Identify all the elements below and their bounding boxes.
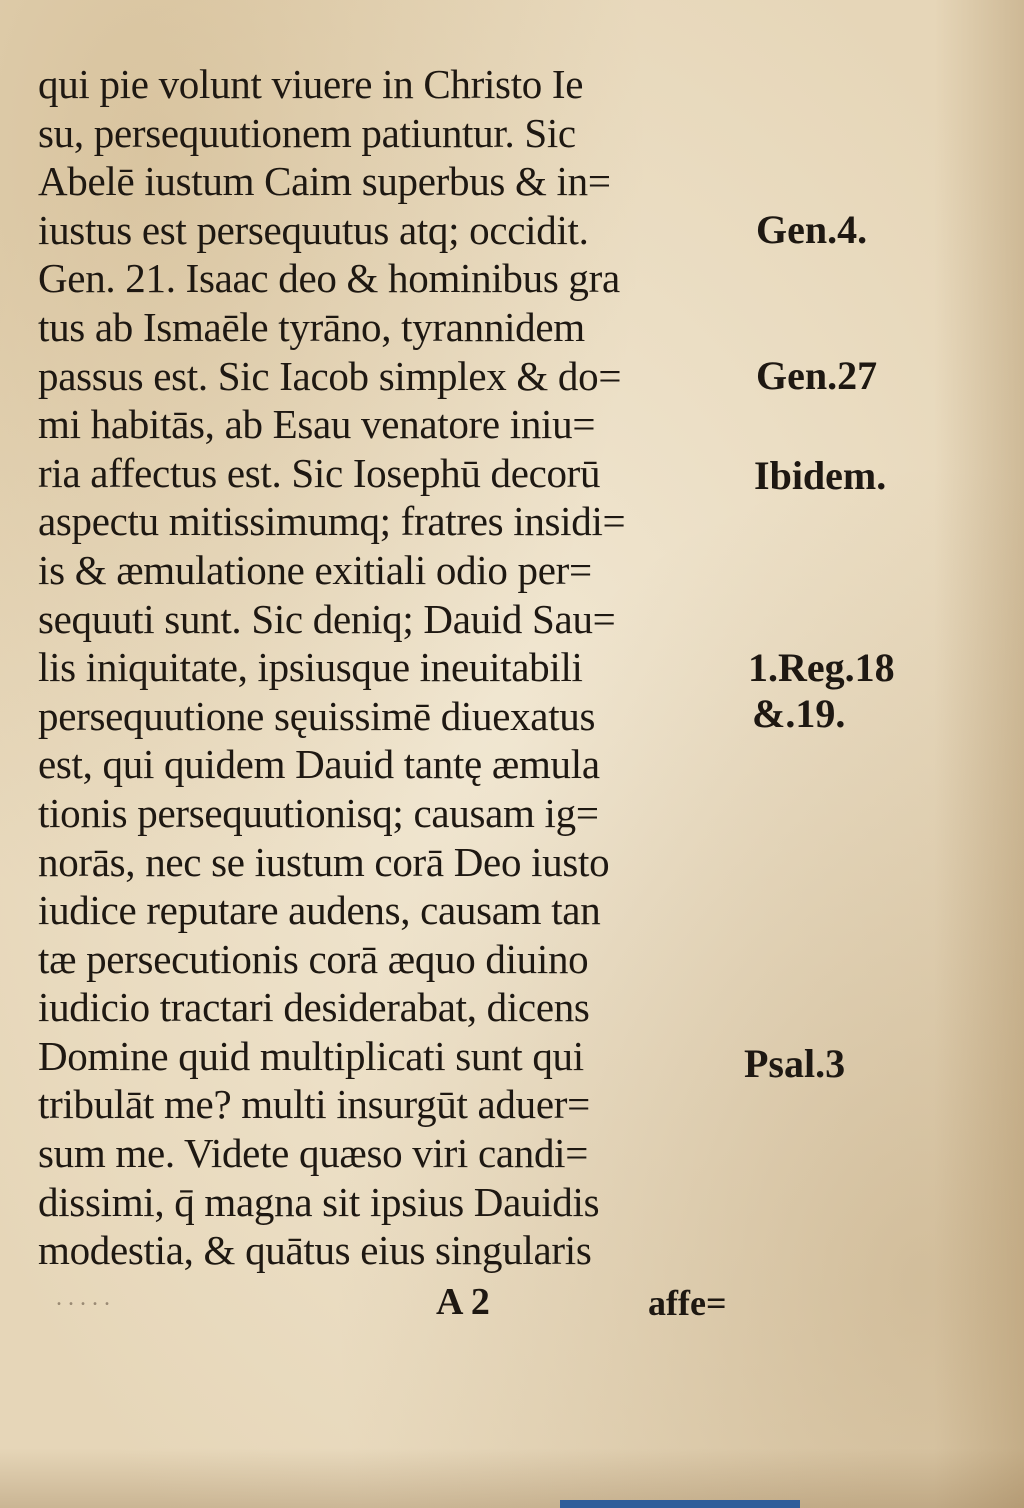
text-line: Domine quid multiplicati sunt qui	[38, 1032, 584, 1079]
page-bottom-shadow	[0, 1448, 1024, 1508]
margin-note-19: &.19.	[752, 691, 846, 736]
text-line: Gen. 21. Isaac deo & hominibus gra	[38, 255, 620, 302]
margin-note-ibidem: Ibidem.	[754, 453, 887, 498]
margin-note-reg-18: 1.Reg.18	[748, 645, 895, 690]
text-line: norās, nec se iustum corā Deo iusto	[38, 838, 610, 885]
text-line: qui pie volunt viuere in Christo Ie	[38, 61, 584, 107]
text-line: modestia, & quātus eius singularis	[38, 1227, 592, 1274]
text-line: iustus est persequutus atq; occidit.	[38, 206, 589, 253]
main-text-block	[38, 60, 738, 1275]
text-line: tionis persequutionisq; causam ig=	[38, 789, 599, 836]
catchword: affe=	[648, 1283, 727, 1323]
text-line: aspectu mitissimumq; fratres insidi=	[38, 498, 626, 545]
text-line: persequutione sęuissimē diuexatus	[38, 692, 596, 739]
margin-note-gen-27: Gen.27	[756, 353, 878, 398]
margin-note-gen-4: Gen.4.	[756, 207, 868, 252]
text-line: iudicio tractari desiderabat, dicens	[38, 984, 590, 1031]
text-line: est, qui quidem Dauid tantę æmula	[38, 741, 600, 788]
text-line: iudice reputare audens, causam tan	[38, 887, 601, 934]
ink-smudge: . . . . .	[56, 1285, 110, 1311]
text-line: mi habitās, ab Esau venatore iniu=	[38, 401, 596, 448]
text-line: sequuti sunt. Sic deniq; Dauid Sau=	[38, 595, 616, 642]
text-line: passus est. Sic Iacob simplex & do=	[38, 352, 622, 399]
text-line: tribulāt me? multi insurgūt aduer=	[38, 1081, 590, 1128]
text-line: dissimi, q̄ magna sit ipsius Dauidis	[38, 1178, 600, 1225]
text-line: tus ab Ismaēle tyrāno, tyrannidem	[38, 303, 585, 350]
text-line: ria affectus est. Sic Iosephū decorū	[38, 449, 601, 496]
text-line: sum me. Videte quæso viri candi=	[38, 1130, 589, 1177]
page-edge-shadow	[934, 0, 1024, 1508]
text-line: is & æmulatione exitiali odio per=	[38, 546, 592, 593]
signature-mark: A 2	[436, 1281, 490, 1323]
text-line: lis iniquitate, ipsiusque ineuitabili	[38, 644, 583, 691]
text-line: Abelē iustum Caim superbus & in=	[38, 158, 611, 205]
margin-note-psal-3: Psal.3	[744, 1041, 846, 1086]
text-line: su, persequutionem patiuntur. Sic	[38, 109, 576, 156]
blue-backing-strip	[560, 1500, 800, 1508]
text-line: tæ persecutionis corā æquo diuino	[38, 935, 589, 982]
